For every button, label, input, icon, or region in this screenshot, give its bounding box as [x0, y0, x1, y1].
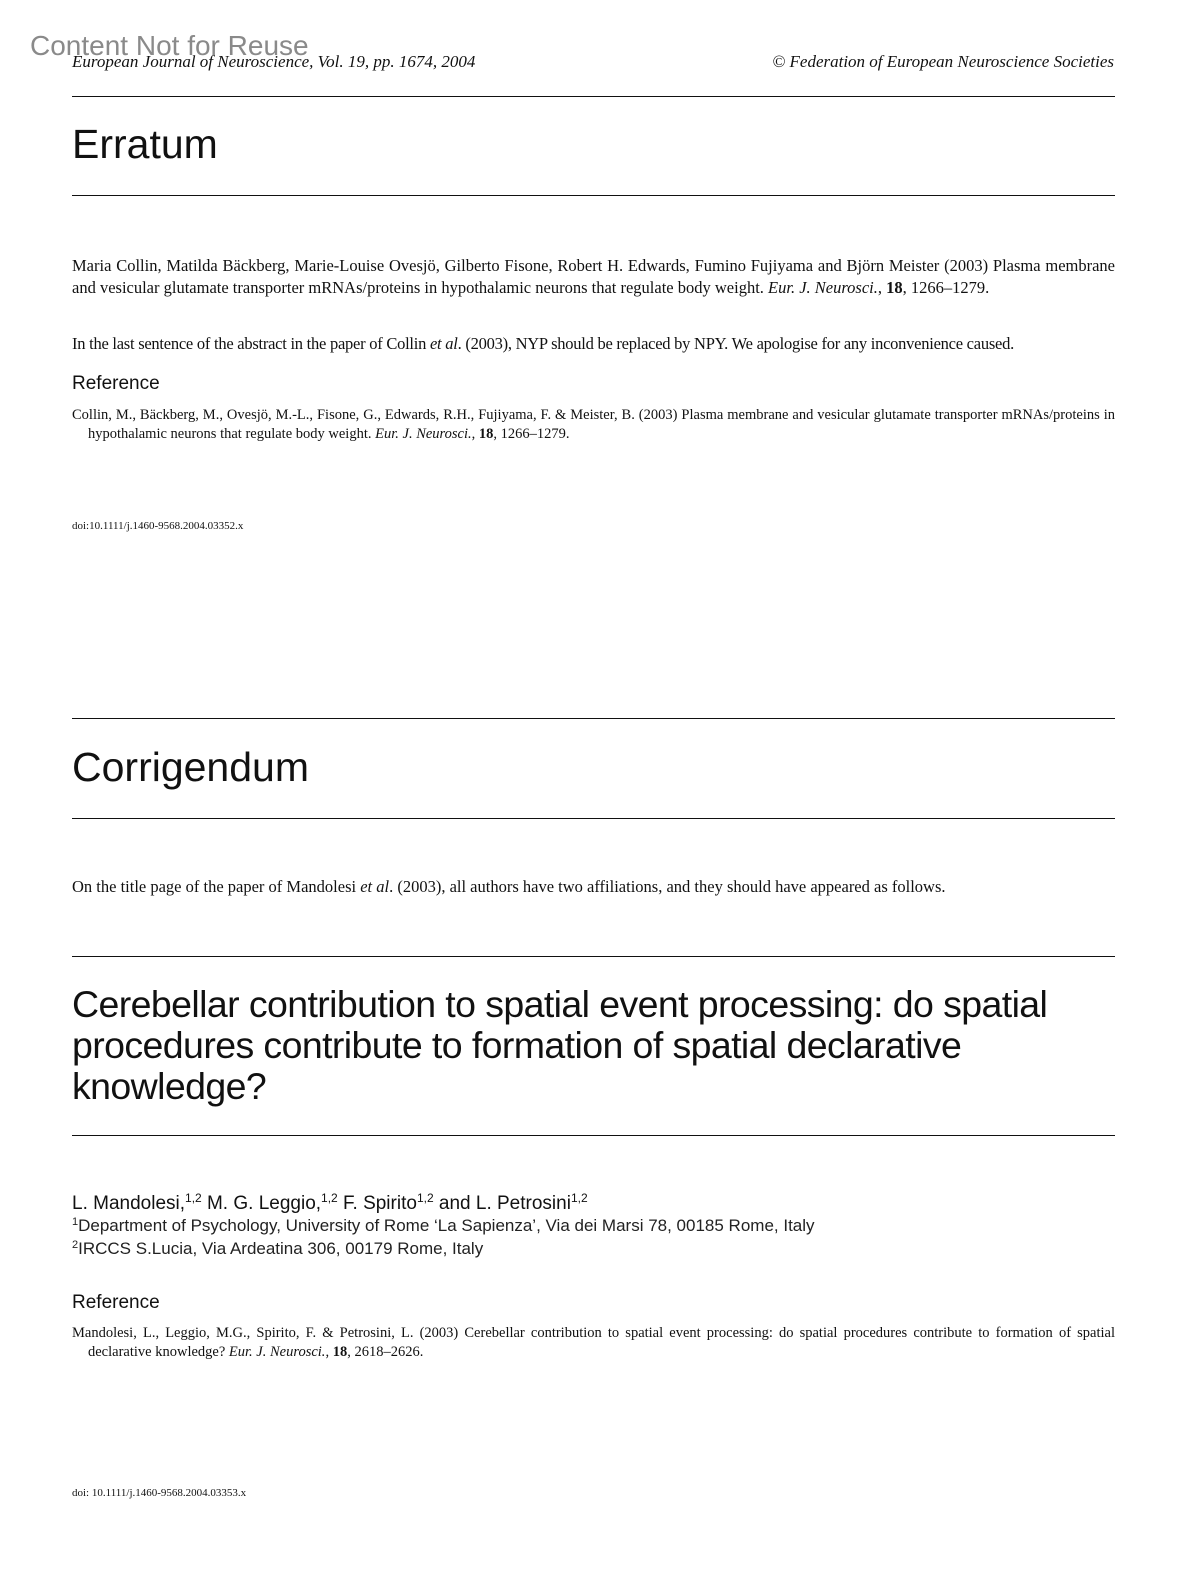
- affiliation-text: Department of Psychology, University of Rome ‘La Sapienza’, Via dei Marsi 78, 00185 Rome, Italy: [78, 1216, 815, 1235]
- erratum-citation-pages: , 1266–1279.: [902, 278, 990, 297]
- erratum-note: [72, 333, 1115, 355]
- erratum-reference-entry: [72, 406, 1115, 444]
- corrigendum-reference-text: Mandolesi, L., Leggio, M.G., Spirito, F. & Petrosini, L. (2003) Cerebellar contribution to spatial event processing: do spatial procedures contribute to formation of spatial declarative knowledge?: [72, 1325, 1115, 1360]
- journal-header: European Journal of Neuroscience, Vol. 19, pp. 1674, 2004: [72, 52, 476, 71]
- erratum-heading: Erratum: [72, 121, 218, 167]
- erratum-citation-journal: Eur. J. Neurosci.: [768, 278, 878, 297]
- erratum-citation-volume: 18: [886, 278, 903, 297]
- corrigendum-reference-entry: [72, 1324, 1115, 1362]
- corrigendum-note-text-end: . (2003), all authors have two affiliations, and they should have appeared as follows.: [389, 877, 946, 896]
- author-name: M. G. Leggio,: [201, 1193, 322, 1214]
- corrigendum-reference-journal: Eur. J. Neurosci.: [228, 1344, 326, 1360]
- header-rule: [72, 96, 1115, 97]
- erratum-citation-text: Maria Collin, Matilda Bäckberg, Marie-Louise Ovesjö, Gilberto Fisone, Robert H. Edwards, Fumino Fujiyama and Björn Meister (2003) Plasma membrane and vesicular glutamate transporter mRNAs/proteins in hypothalamic neurons that regulate body weight.: [72, 256, 1115, 297]
- corrigendum-note-text: On the title page of the paper of Mandolesi: [72, 877, 361, 896]
- author-name: L. Mandolesi,: [72, 1193, 186, 1214]
- erratum-reference-pages: , 1266–1279.: [493, 426, 570, 442]
- affiliation-mark: 1: [72, 1216, 79, 1228]
- erratum-citation-volume-sep: ,: [877, 278, 887, 297]
- corrigendum-doi: doi: 10.1111/j.1460-9568.2004.03353.x: [72, 1487, 247, 1499]
- erratum-note-etal: et al: [429, 334, 458, 353]
- corrigendum-rule: [72, 818, 1115, 819]
- erratum-reference-text: Collin, M., Bäckberg, M., Ovesjö, M.-L., Fisone, G., Edwards, R.H., Fujiyama, F. & Meister, B. (2003) Plasma membrane and vesicular glutamate transporter mRNAs/proteins in hypothalamic neurons that regulate body weight.: [72, 407, 1115, 442]
- author-name: F. Spirito: [337, 1193, 417, 1214]
- corrigendum-reference-volume: 18: [332, 1344, 348, 1360]
- affiliation-1: [72, 1216, 815, 1236]
- author-affil-marks: 1,2: [416, 1191, 434, 1205]
- erratum-citation: [72, 255, 1115, 299]
- affiliation-mark: 2: [72, 1239, 79, 1251]
- author-affil-marks: 1,2: [185, 1191, 202, 1205]
- erratum-reference-volume: 18: [478, 426, 494, 442]
- watermark: Content Not for Reuse: [30, 30, 309, 61]
- affiliation-2: [72, 1239, 483, 1259]
- corrigendum-heading: Corrigendum: [72, 744, 309, 790]
- corrigendum-note: [72, 876, 1115, 898]
- erratum-doi: doi:10.1111/j.1460-9568.2004.03352.x: [72, 520, 244, 532]
- corrigendum-reference-heading: Reference: [72, 1292, 160, 1313]
- article-title-bottom-rule: [72, 1135, 1115, 1136]
- author-affil-marks: 1,2: [321, 1191, 338, 1205]
- affiliation-text: IRCCS S.Lucia, Via Ardeatina 306, 00179 Rome, Italy: [78, 1239, 484, 1258]
- corrigendum-reference-pages: , 2618–2626.: [347, 1344, 424, 1360]
- corrigendum-top-rule: [72, 718, 1115, 719]
- erratum-reference-sep: ,: [471, 426, 479, 442]
- corrigendum-reference-sep: ,: [325, 1344, 333, 1360]
- erratum-reference-heading: Reference: [72, 373, 160, 394]
- author-affil-marks: 1,2: [570, 1191, 588, 1205]
- erratum-note-text-end: . (2003), NYP should be replaced by NPY. We apologise for any inconvenience caused.: [457, 334, 1014, 353]
- article-title: Cerebellar contribution to spatial event processing: do spatial procedures contribute to formation of spatial declarative knowledge?: [72, 983, 1048, 1107]
- erratum-rule: [72, 195, 1115, 196]
- corrigendum-note-etal: et al: [360, 877, 390, 896]
- copyright-notice: © Federation of European Neuroscience Societies: [772, 52, 1114, 71]
- author-name: and L. Petrosini: [433, 1193, 571, 1214]
- author-list: [72, 1193, 588, 1215]
- article-title-top-rule: [72, 956, 1115, 957]
- erratum-reference-journal: Eur. J. Neurosci.: [375, 426, 472, 442]
- erratum-note-text: In the last sentence of the abstract in the paper of Collin: [72, 334, 430, 353]
